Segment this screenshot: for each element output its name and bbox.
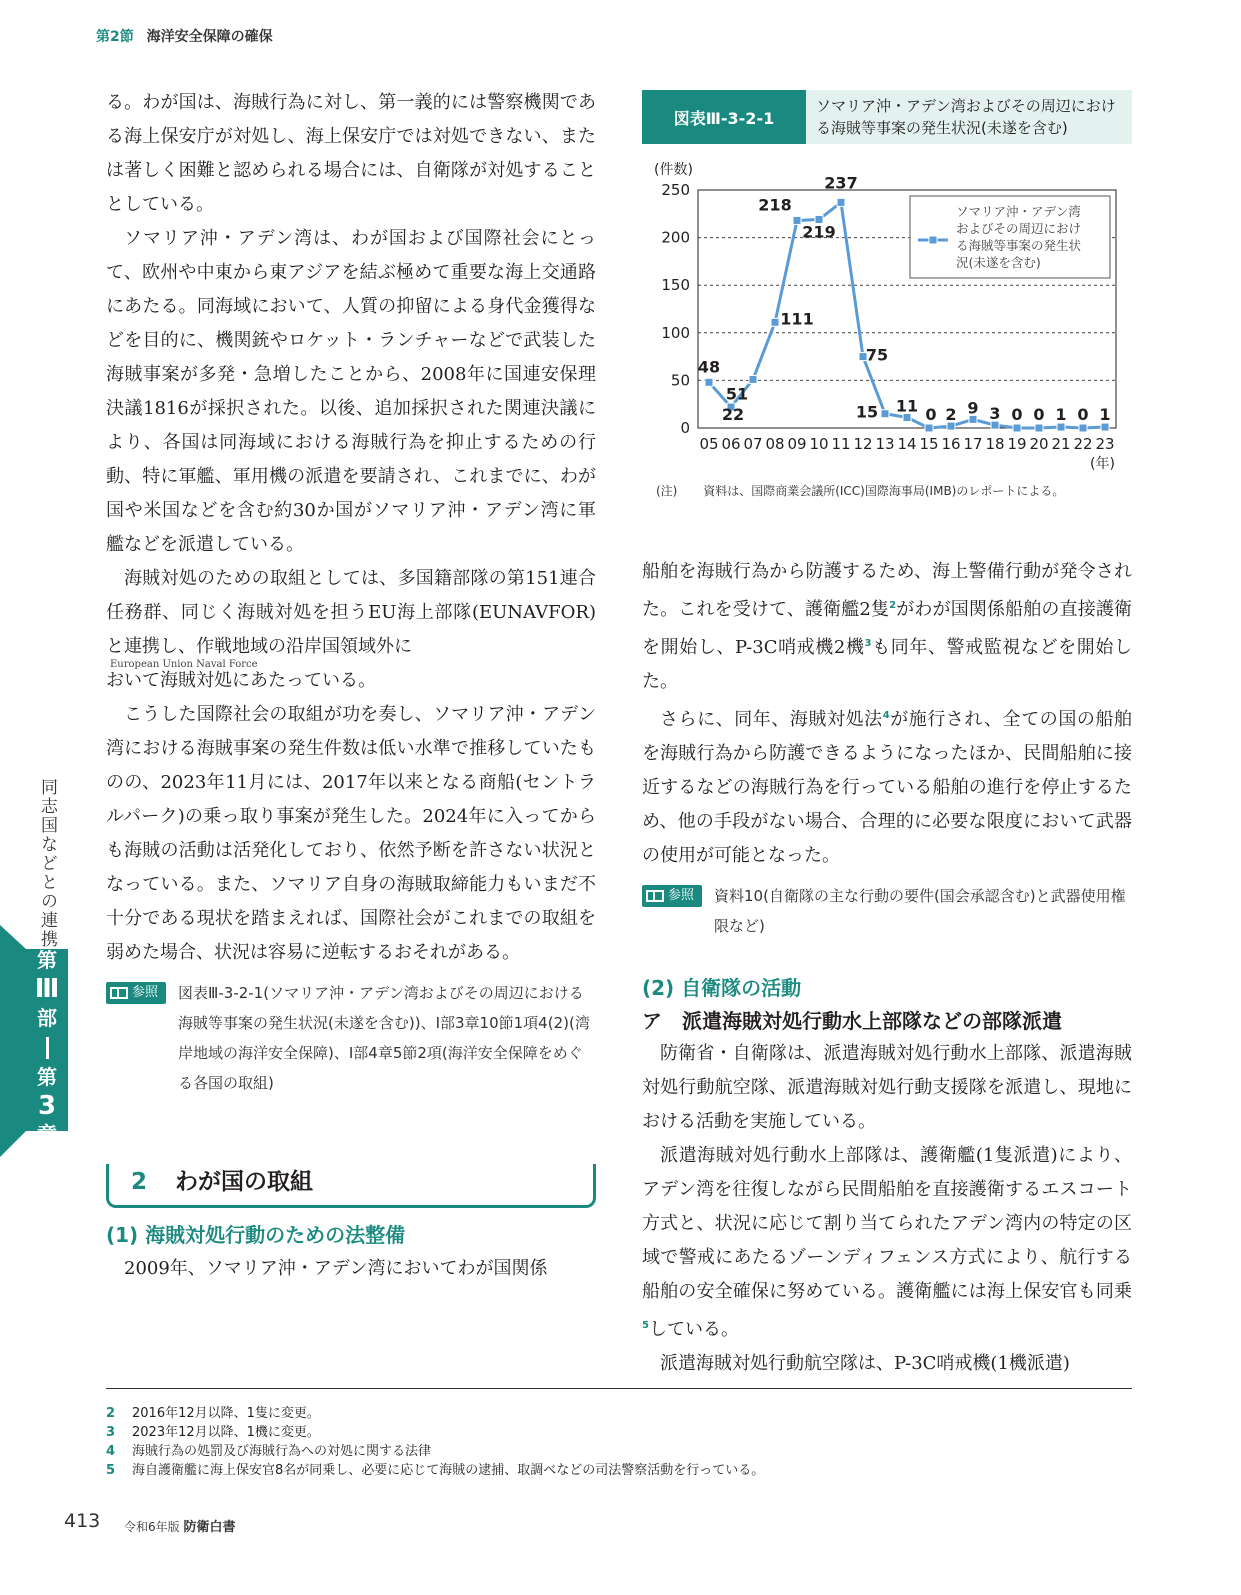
book-icon xyxy=(646,890,664,902)
footnote-ref: 4 xyxy=(882,710,890,721)
publication-title xyxy=(124,1516,235,1535)
cross-reference xyxy=(642,881,1132,941)
data-label: 15 xyxy=(855,402,879,422)
x-tick-label: 11 xyxy=(831,435,851,453)
footnote-number: 3 xyxy=(106,1425,116,1440)
paragraph-text: 海賊対処のための取組としては、多国籍部隊の第151連合任務群、同じく海賊対処を担うEU海上部隊(EUNAVFOR)と連携し、作戦地域の沿岸国領域外に xyxy=(106,568,596,657)
chapter-suffix: 章 xyxy=(37,1122,57,1146)
x-tick-label: 22 xyxy=(1073,435,1093,453)
footnote-ref: 2 xyxy=(889,600,897,611)
paragraph-text: している。 xyxy=(648,1319,739,1340)
legend xyxy=(910,196,1110,278)
figure-title xyxy=(642,90,1132,144)
paragraph-text: がわが国関係船舶の直接護衛を開始し、P-3C哨戒機2機 xyxy=(642,599,1133,658)
ruby-annotation: European Union Naval Force xyxy=(110,659,258,670)
paragraph: おいて海賊対処にあたっている。 xyxy=(106,670,376,691)
data-label: 1 xyxy=(1099,405,1111,424)
data-label: 0 xyxy=(1077,405,1089,424)
paragraph: ソマリア沖・アデン湾は、わが国および国際社会にとって、欧州や中東から東アジアを結ぶ極めて重要な海上交通路にあたる。同海域において、人質の抑留による身代金獲得などを目的に、機関銃やロケット・ランチャーなどで武装した海賊事案が多発・急増したことから、2008年に国連安保理決議1816が採択された。以後、追加採択された関連決議により、各国は同海域における海賊行為を抑止するための行動、特に軍艦、軍用機の派遣を要請され、これまでに、わが国や米国などを含む約30か国がソマリア沖・アデン湾に軍艦などを派遣している。 xyxy=(106,228,596,555)
figure-note xyxy=(656,482,1064,499)
chapter-prefix: 第 xyxy=(37,1064,57,1089)
x-tick-label: 14 xyxy=(897,435,917,453)
legend-text: およびその周辺におけ xyxy=(956,221,1082,236)
paragraph xyxy=(642,555,1132,699)
x-axis-label: (年) xyxy=(1090,456,1115,472)
line-chart xyxy=(642,158,1132,478)
data-point xyxy=(705,378,713,386)
reference-badge-label: 参照 xyxy=(668,888,695,903)
paragraph xyxy=(642,699,1132,873)
data-point xyxy=(881,410,889,418)
data-label: 0 xyxy=(1011,405,1023,424)
x-tick-label: 20 xyxy=(1029,435,1049,453)
y-tick-label: 0 xyxy=(680,419,690,437)
paragraph-text: 船舶を海賊行為から防護するため、海上警備行動が発令された。これを受けて、護衛艦2隻 xyxy=(642,561,1132,620)
right-column xyxy=(642,555,1132,1381)
reference-badge xyxy=(642,885,702,907)
paragraph xyxy=(642,1139,1132,1347)
x-tick-label: 17 xyxy=(963,435,983,453)
data-point xyxy=(793,216,801,224)
legend-text: ソマリア沖・アデン湾 xyxy=(956,204,1081,219)
legend-text: 況(未遂を含む) xyxy=(956,255,1041,270)
reference-badge xyxy=(106,982,166,1004)
paragraph xyxy=(106,562,596,664)
data-label: 48 xyxy=(697,357,721,377)
data-label: 51 xyxy=(725,384,749,404)
x-tick-label: 16 xyxy=(941,435,961,453)
x-tick-label: 13 xyxy=(875,435,895,453)
x-tick-label: 15 xyxy=(919,435,939,453)
paragraph-text: 派遣海賊対処行動水上部隊は、護衛艦(1隻派遣)により、アデン湾を往復しながら民間船舶を直接護衛するエスコート方式と、状況に応じて割り当てられたアデン湾内の特定の区域で警戒にあたるゾーンディフェンス方式により、航行する船舶の安全確保に努めている。護衛艦には海上保安官も同乗 xyxy=(642,1145,1132,1302)
y-tick-labels xyxy=(661,181,690,437)
legend-text: る海賊等事案の発生状 xyxy=(956,238,1082,253)
data-point xyxy=(837,198,845,206)
chapter-side-title: 同志国などとの連携 xyxy=(37,778,57,949)
footnote-ref: 5 xyxy=(642,1320,649,1331)
x-tick-label: 08 xyxy=(765,435,785,453)
data-label: 3 xyxy=(989,404,1001,424)
x-tick-label: 09 xyxy=(787,435,807,453)
data-label: 22 xyxy=(721,405,745,424)
section-heading-number: 2 xyxy=(131,1169,148,1195)
paragraph: 2009年、ソマリア沖・アデン湾においてわが国関係 xyxy=(124,1258,548,1279)
y-tick-label: 150 xyxy=(661,276,690,295)
footnote xyxy=(106,1423,1132,1442)
data-point xyxy=(1013,424,1021,432)
data-label: 237 xyxy=(824,173,858,193)
data-point xyxy=(1035,424,1043,432)
data-label: 2 xyxy=(945,405,957,424)
y-axis-label: (件数) xyxy=(654,162,693,178)
data-point xyxy=(771,318,779,326)
data-label: 9 xyxy=(967,398,979,418)
x-tick-label: 23 xyxy=(1095,435,1115,453)
reference-badge-label: 参照 xyxy=(132,985,159,1000)
footnote-number: 2 xyxy=(106,1406,116,1421)
figure-label: 図表Ⅲ-3-2-1 xyxy=(642,90,806,144)
data-point xyxy=(1057,423,1065,431)
tab-divider xyxy=(46,1037,49,1059)
part-chapter-label xyxy=(30,948,64,1147)
data-label: 218 xyxy=(758,195,792,215)
footnote xyxy=(106,1404,1132,1423)
x-tick-label: 21 xyxy=(1051,435,1071,453)
section-number: 第2節 xyxy=(96,29,134,45)
left-column xyxy=(106,86,596,1286)
figure-caption: ソマリア沖・アデン湾およびその周辺における海賊等事案の発生状況(未遂を含む) xyxy=(806,90,1132,144)
data-point xyxy=(749,375,757,383)
data-label: 0 xyxy=(1033,405,1045,424)
paragraph: 派遣海賊対処行動航空隊は、P-3C哨戒機(1機派遣) xyxy=(660,1353,1070,1374)
figure-note-label: (注) xyxy=(656,484,678,498)
footnote-number: 5 xyxy=(106,1463,116,1478)
footnote-text: 海賊行為の処罰及び海賊行為への対処に関する法律 xyxy=(132,1444,432,1459)
paragraph-text: も同年、警戒監視などを開始した。 xyxy=(642,637,1132,692)
footnote-ref: 3 xyxy=(864,638,872,649)
running-header xyxy=(96,26,273,46)
reference-text: 資料10(自衛隊の主な行動の要件(国会承認含む)と武器使用権限など) xyxy=(714,887,1126,935)
data-label: 75 xyxy=(865,345,889,365)
footnote-number: 4 xyxy=(106,1444,116,1459)
paragraph-text: が施行され、全ての国の船舶を海賊行為から防護できるようになったほか、民間船舶に接近するなどの海賊行為を行っている船舶の進行を停止するため、他の手段がない場合、合理的に必要な限度において武器の使用が可能となった。 xyxy=(642,709,1132,866)
y-tick-label: 250 xyxy=(661,181,690,199)
footnotes xyxy=(106,1404,1132,1480)
x-tick-labels xyxy=(699,435,1114,453)
data-label: 11 xyxy=(895,396,919,416)
footnote xyxy=(106,1442,1132,1461)
book-icon xyxy=(110,987,128,999)
cross-reference xyxy=(106,978,596,1098)
x-tick-label: 12 xyxy=(853,435,873,453)
legend-marker xyxy=(929,236,937,244)
x-tick-label: 18 xyxy=(985,435,1005,453)
part-number: Ⅲ xyxy=(34,974,60,1004)
section-title: 海洋安全保障の確保 xyxy=(146,29,273,45)
footnote-text: 2016年12月以降、1隻に変更。 xyxy=(132,1406,320,1421)
y-tick-label: 100 xyxy=(661,323,690,342)
footnote-text: 2023年12月以降、1機に変更。 xyxy=(132,1425,320,1440)
data-point xyxy=(1101,423,1109,431)
subsection-heading: (2) 自衛隊の活動 xyxy=(642,976,802,1000)
x-tick-label: 19 xyxy=(1007,435,1027,453)
reference-text: 図表Ⅲ-3-2-1(ソマリア沖・アデン湾およびその周辺における海賊等事案の発生状況(未遂を含む))、Ⅰ部3章10節1項4(2)(湾岸地域の海洋安全保障)、Ⅰ部4章5節2項(海洋安全保障をめぐる各国の取組) xyxy=(178,984,590,1092)
chapter-number: 3 xyxy=(37,1090,57,1121)
footnote-text: 海自護衛艦に海上保安官8名が同乗し、必要に応じて海賊の逮捕、取調べなどの司法警察活動を行っている。 xyxy=(132,1463,765,1478)
data-point xyxy=(925,424,933,432)
data-point xyxy=(1079,424,1087,432)
data-label: 111 xyxy=(780,309,814,329)
page-number: 413 xyxy=(64,1510,101,1532)
section-heading-title: わが国の取組 xyxy=(175,1169,314,1195)
paragraph: る。わが国は、海賊行為に対し、第一義的には警察機関である海上保安庁が対処し、海上保安庁では対処できない、または著しく困難と認められる場合には、自衛隊が対処することとしている。 xyxy=(106,92,596,215)
y-tick-label: 200 xyxy=(661,228,690,247)
book-name: 防衛白書 xyxy=(183,1520,236,1535)
part-prefix: 第 xyxy=(37,948,57,972)
x-tick-label: 06 xyxy=(721,435,741,453)
data-label: 1 xyxy=(1055,405,1067,424)
subsection-heading: (1) 海賊対処行動のための法整備 xyxy=(106,1223,406,1247)
paragraph: こうした国際社会の取組が功を奏し、ソマリア沖・アデン湾における海賊事案の発生件数は低い水準で推移していたものの、2023年11月には、2017年以来となる商船(セントラルパーク)の乗っ取り事案が発生した。2024年に入ってからも海賊の活動は活発化しており、依然予断を許さない状況となっている。また、ソマリア自身の海賊取締能力もいまだ不十分である現状を踏まえれば、国際社会がこれまでの取組を弱めた場合、状況は容易に逆転するおそれがある。 xyxy=(106,704,596,963)
data-label: 219 xyxy=(802,222,836,242)
edition: 令和6年版 xyxy=(124,1520,180,1534)
x-tick-label: 07 xyxy=(743,435,763,453)
x-tick-label: 05 xyxy=(699,435,719,453)
paragraph: 防衛省・自衛隊は、派遣海賊対処行動水上部隊、派遣海賊対処行動航空隊、派遣海賊対処行動支援隊を派遣し、現地における活動を実施している。 xyxy=(642,1043,1132,1132)
part-suffix: 部 xyxy=(37,1005,57,1030)
subsubsection-heading: ア 派遣海賊対処行動水上部隊などの部隊派遣 xyxy=(642,1009,1062,1033)
y-tick-label: 50 xyxy=(670,371,690,390)
section-heading xyxy=(106,1164,596,1208)
data-label: 0 xyxy=(925,405,937,424)
figure-note-text: 資料は、国際商業会議所(ICC)国際海事局(IMB)のレポートによる。 xyxy=(703,484,1065,498)
paragraph-text: さらに、同年、海賊対処法 xyxy=(660,709,883,730)
x-tick-label: 10 xyxy=(809,435,829,453)
footnote xyxy=(106,1461,1132,1480)
footnote-divider xyxy=(106,1388,1132,1389)
